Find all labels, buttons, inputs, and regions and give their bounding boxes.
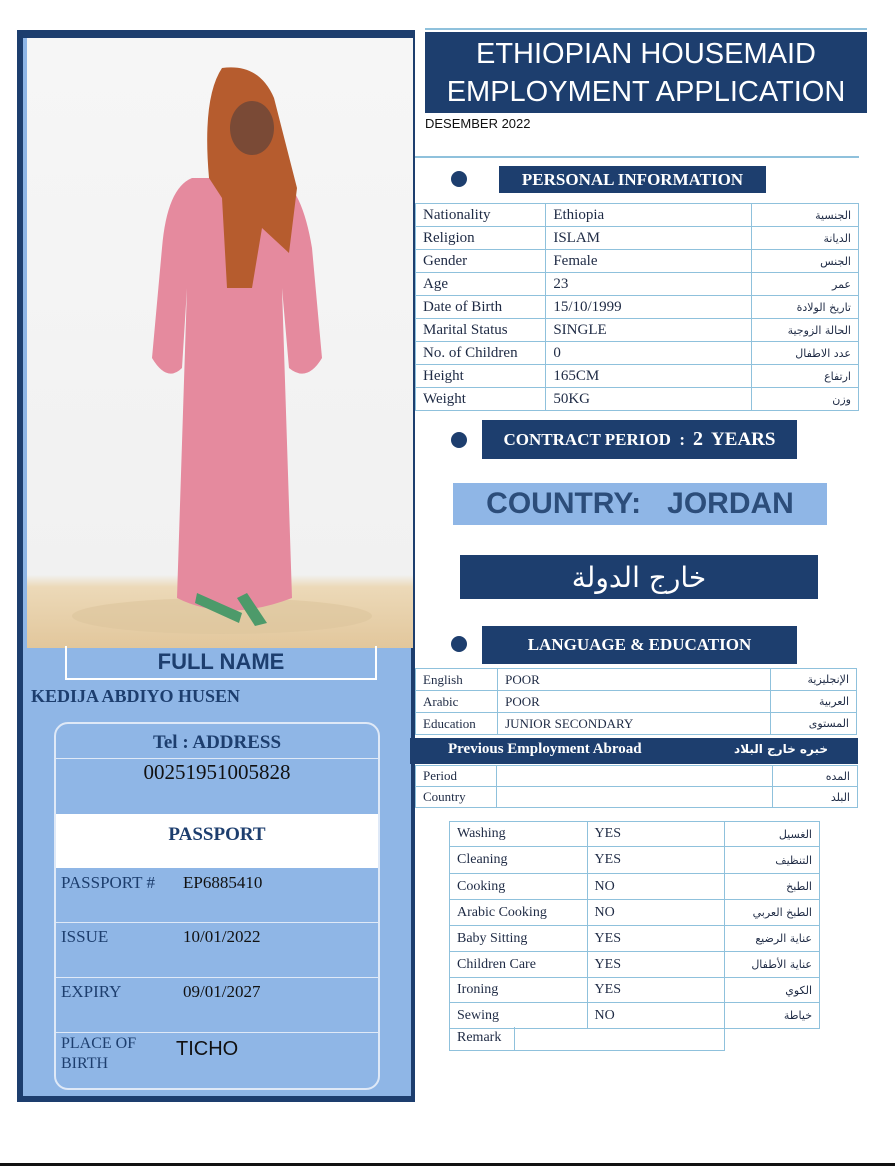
field-value: POOR [498, 691, 771, 713]
remark-row [449, 1027, 725, 1051]
field-value: YES [587, 978, 725, 1003]
previous-employment-table [415, 765, 858, 808]
field-value: YES [587, 926, 725, 952]
person-figure-icon [27, 38, 413, 648]
field-label: No. of Children [416, 342, 546, 365]
field-value: JUNIOR SECONDARY [498, 713, 771, 735]
issue-value: 10/01/2022 [183, 927, 261, 946]
table-row [416, 691, 857, 713]
table-row [416, 250, 859, 273]
field-label-arabic: ارتفاع [752, 365, 859, 388]
skills-table [449, 821, 820, 1029]
field-value: YES [587, 847, 725, 874]
field-label: Country [416, 787, 497, 808]
field-label: Religion [416, 227, 546, 250]
field-value: NO [587, 1003, 725, 1029]
table-row [416, 204, 859, 227]
arabic-banner [460, 555, 818, 599]
tel-value: 00251951005828 [143, 760, 291, 784]
tel-label: Tel : ADDRESS [152, 732, 282, 753]
field-label: Cooking [450, 874, 588, 900]
page-bottom-rule [0, 1163, 895, 1166]
table-row [450, 900, 820, 926]
birth-place-label-line2: BIRTH [61, 1055, 109, 1072]
table-row [450, 822, 820, 847]
field-label-arabic: عمر [752, 273, 859, 296]
field-label-arabic: الجنسية [752, 204, 859, 227]
field-label: Education [416, 713, 498, 735]
country-label: COUNTRY: [486, 487, 642, 520]
field-label: Period [416, 766, 497, 787]
field-label-arabic: عدد الاطفال [752, 342, 859, 365]
field-label: Cleaning [450, 847, 588, 874]
issue-row [56, 923, 378, 978]
field-label-arabic: خياطة [725, 1003, 820, 1029]
language-education-heading: LANGUAGE & EDUCATION [482, 626, 797, 664]
field-label: Arabic Cooking [450, 900, 588, 926]
field-label-arabic: الطبخ العربي [725, 900, 820, 926]
personal-info-heading: PERSONAL INFORMATION [499, 166, 766, 193]
field-label-arabic: عناية الأطفال [725, 952, 820, 978]
field-label: Washing [450, 822, 588, 847]
full-name-value: KEDIJA ABDIYO HUSEN [31, 686, 241, 706]
field-label: Weight [416, 388, 546, 411]
field-label: Height [416, 365, 546, 388]
field-value: NO [587, 874, 725, 900]
country-banner [453, 483, 827, 525]
field-label: Nationality [416, 204, 546, 227]
table-row [450, 1003, 820, 1029]
field-label-arabic: الجنس [752, 250, 859, 273]
field-label-arabic: البلد [772, 787, 857, 808]
field-label-arabic: المده [772, 766, 857, 787]
passport-heading: PASSPORT [168, 824, 266, 845]
table-row [416, 365, 859, 388]
field-label: Age [416, 273, 546, 296]
field-label-arabic: التنظيف [725, 847, 820, 874]
contract-period-unit: YEARS [711, 428, 776, 450]
applicant-photo [27, 38, 413, 648]
table-row [416, 273, 859, 296]
field-value: YES [587, 952, 725, 978]
issue-label: ISSUE [61, 927, 109, 946]
field-label: Ironing [450, 978, 588, 1003]
expiry-label: EXPIRY [61, 982, 122, 1001]
table-row [416, 227, 859, 250]
field-label-arabic: العربية [770, 691, 856, 713]
field-label-arabic: عناية الرضيع [725, 926, 820, 952]
header-title-box [425, 32, 867, 113]
remark-label: Remark [457, 1030, 502, 1045]
field-value: 15/10/1999 [546, 296, 752, 319]
table-row [416, 296, 859, 319]
previous-employment-heading-arabic: خبره خارج البلاد [734, 742, 828, 756]
field-label-arabic: الكوي [725, 978, 820, 1003]
field-value: NO [587, 900, 725, 926]
field-label: English [416, 669, 498, 691]
birth-place-row [56, 1033, 378, 1088]
birth-place-label-line1: PLACE OF [61, 1035, 137, 1052]
field-value: 23 [546, 273, 752, 296]
field-label-arabic: الطبخ [725, 874, 820, 900]
previous-employment-heading: Previous Employment Abroad [448, 741, 642, 757]
previous-employment-heading-bar [410, 738, 858, 764]
field-label: Children Care [450, 952, 588, 978]
table-row [416, 342, 859, 365]
field-label-arabic: الإنجليزية [770, 669, 856, 691]
id-card [54, 722, 380, 1090]
bullet-icon [451, 171, 467, 187]
document-date: DESEMBER 2022 [425, 116, 531, 131]
birth-place-value: TICHO [176, 1038, 239, 1060]
field-value: POOR [498, 669, 771, 691]
field-label: Arabic [416, 691, 498, 713]
field-label-arabic: الحالة الزوجية [752, 319, 859, 342]
table-row [416, 787, 858, 808]
full-name-label: FULL NAME [157, 649, 285, 674]
table-row [450, 874, 820, 900]
field-label: Date of Birth [416, 296, 546, 319]
field-label: Sewing [450, 1003, 588, 1029]
passport-number-row [56, 870, 378, 923]
personal-info-table [415, 203, 859, 411]
field-value: SINGLE [546, 319, 752, 342]
contract-period-years: 2 [693, 428, 704, 450]
field-label-arabic: المستوى [770, 713, 856, 735]
table-row [416, 388, 859, 411]
bullet-icon [451, 432, 467, 448]
field-value: ISLAM [546, 227, 752, 250]
language-table [415, 668, 857, 735]
field-value: 0 [546, 342, 752, 365]
table-row [450, 978, 820, 1003]
table-row [416, 319, 859, 342]
field-value: Ethiopia [546, 204, 752, 227]
field-value: 50KG [546, 388, 752, 411]
passport-number-label: PASSPORT # [61, 873, 155, 892]
full-name-label-box [65, 646, 377, 680]
field-label-arabic: الديانة [752, 227, 859, 250]
expiry-value: 09/01/2027 [183, 982, 261, 1001]
table-row [450, 926, 820, 952]
field-value [497, 787, 773, 808]
field-value: Female [546, 250, 752, 273]
passport-number-value: EP6885410 [183, 873, 263, 892]
header-top-line [425, 28, 867, 30]
field-label-arabic: الغسيل [725, 822, 820, 847]
table-row [416, 669, 857, 691]
table-row [416, 713, 857, 735]
table-row [450, 847, 820, 874]
bullet-icon [451, 636, 467, 652]
field-value [497, 766, 773, 787]
arabic-banner-text: خارج الدولة [571, 560, 707, 594]
contract-period-label: CONTRACT PERIOD : [503, 429, 686, 449]
field-label: Marital Status [416, 319, 546, 342]
field-label: Gender [416, 250, 546, 273]
field-value: 165CM [546, 365, 752, 388]
field-label-arabic: تاريخ الولادة [752, 296, 859, 319]
title-line-2: EMPLOYMENT APPLICATION [446, 76, 846, 108]
country-value: JORDAN [667, 487, 794, 520]
table-row [450, 952, 820, 978]
field-label-arabic: وزن [752, 388, 859, 411]
expiry-row [56, 978, 378, 1033]
field-value: YES [587, 822, 725, 847]
title-line-1: ETHIOPIAN HOUSEMAID [476, 38, 816, 70]
field-label: Baby Sitting [450, 926, 588, 952]
header-divider [415, 156, 859, 158]
passport-heading-band [56, 814, 378, 868]
table-row [416, 766, 858, 787]
contract-period-banner [482, 420, 797, 459]
